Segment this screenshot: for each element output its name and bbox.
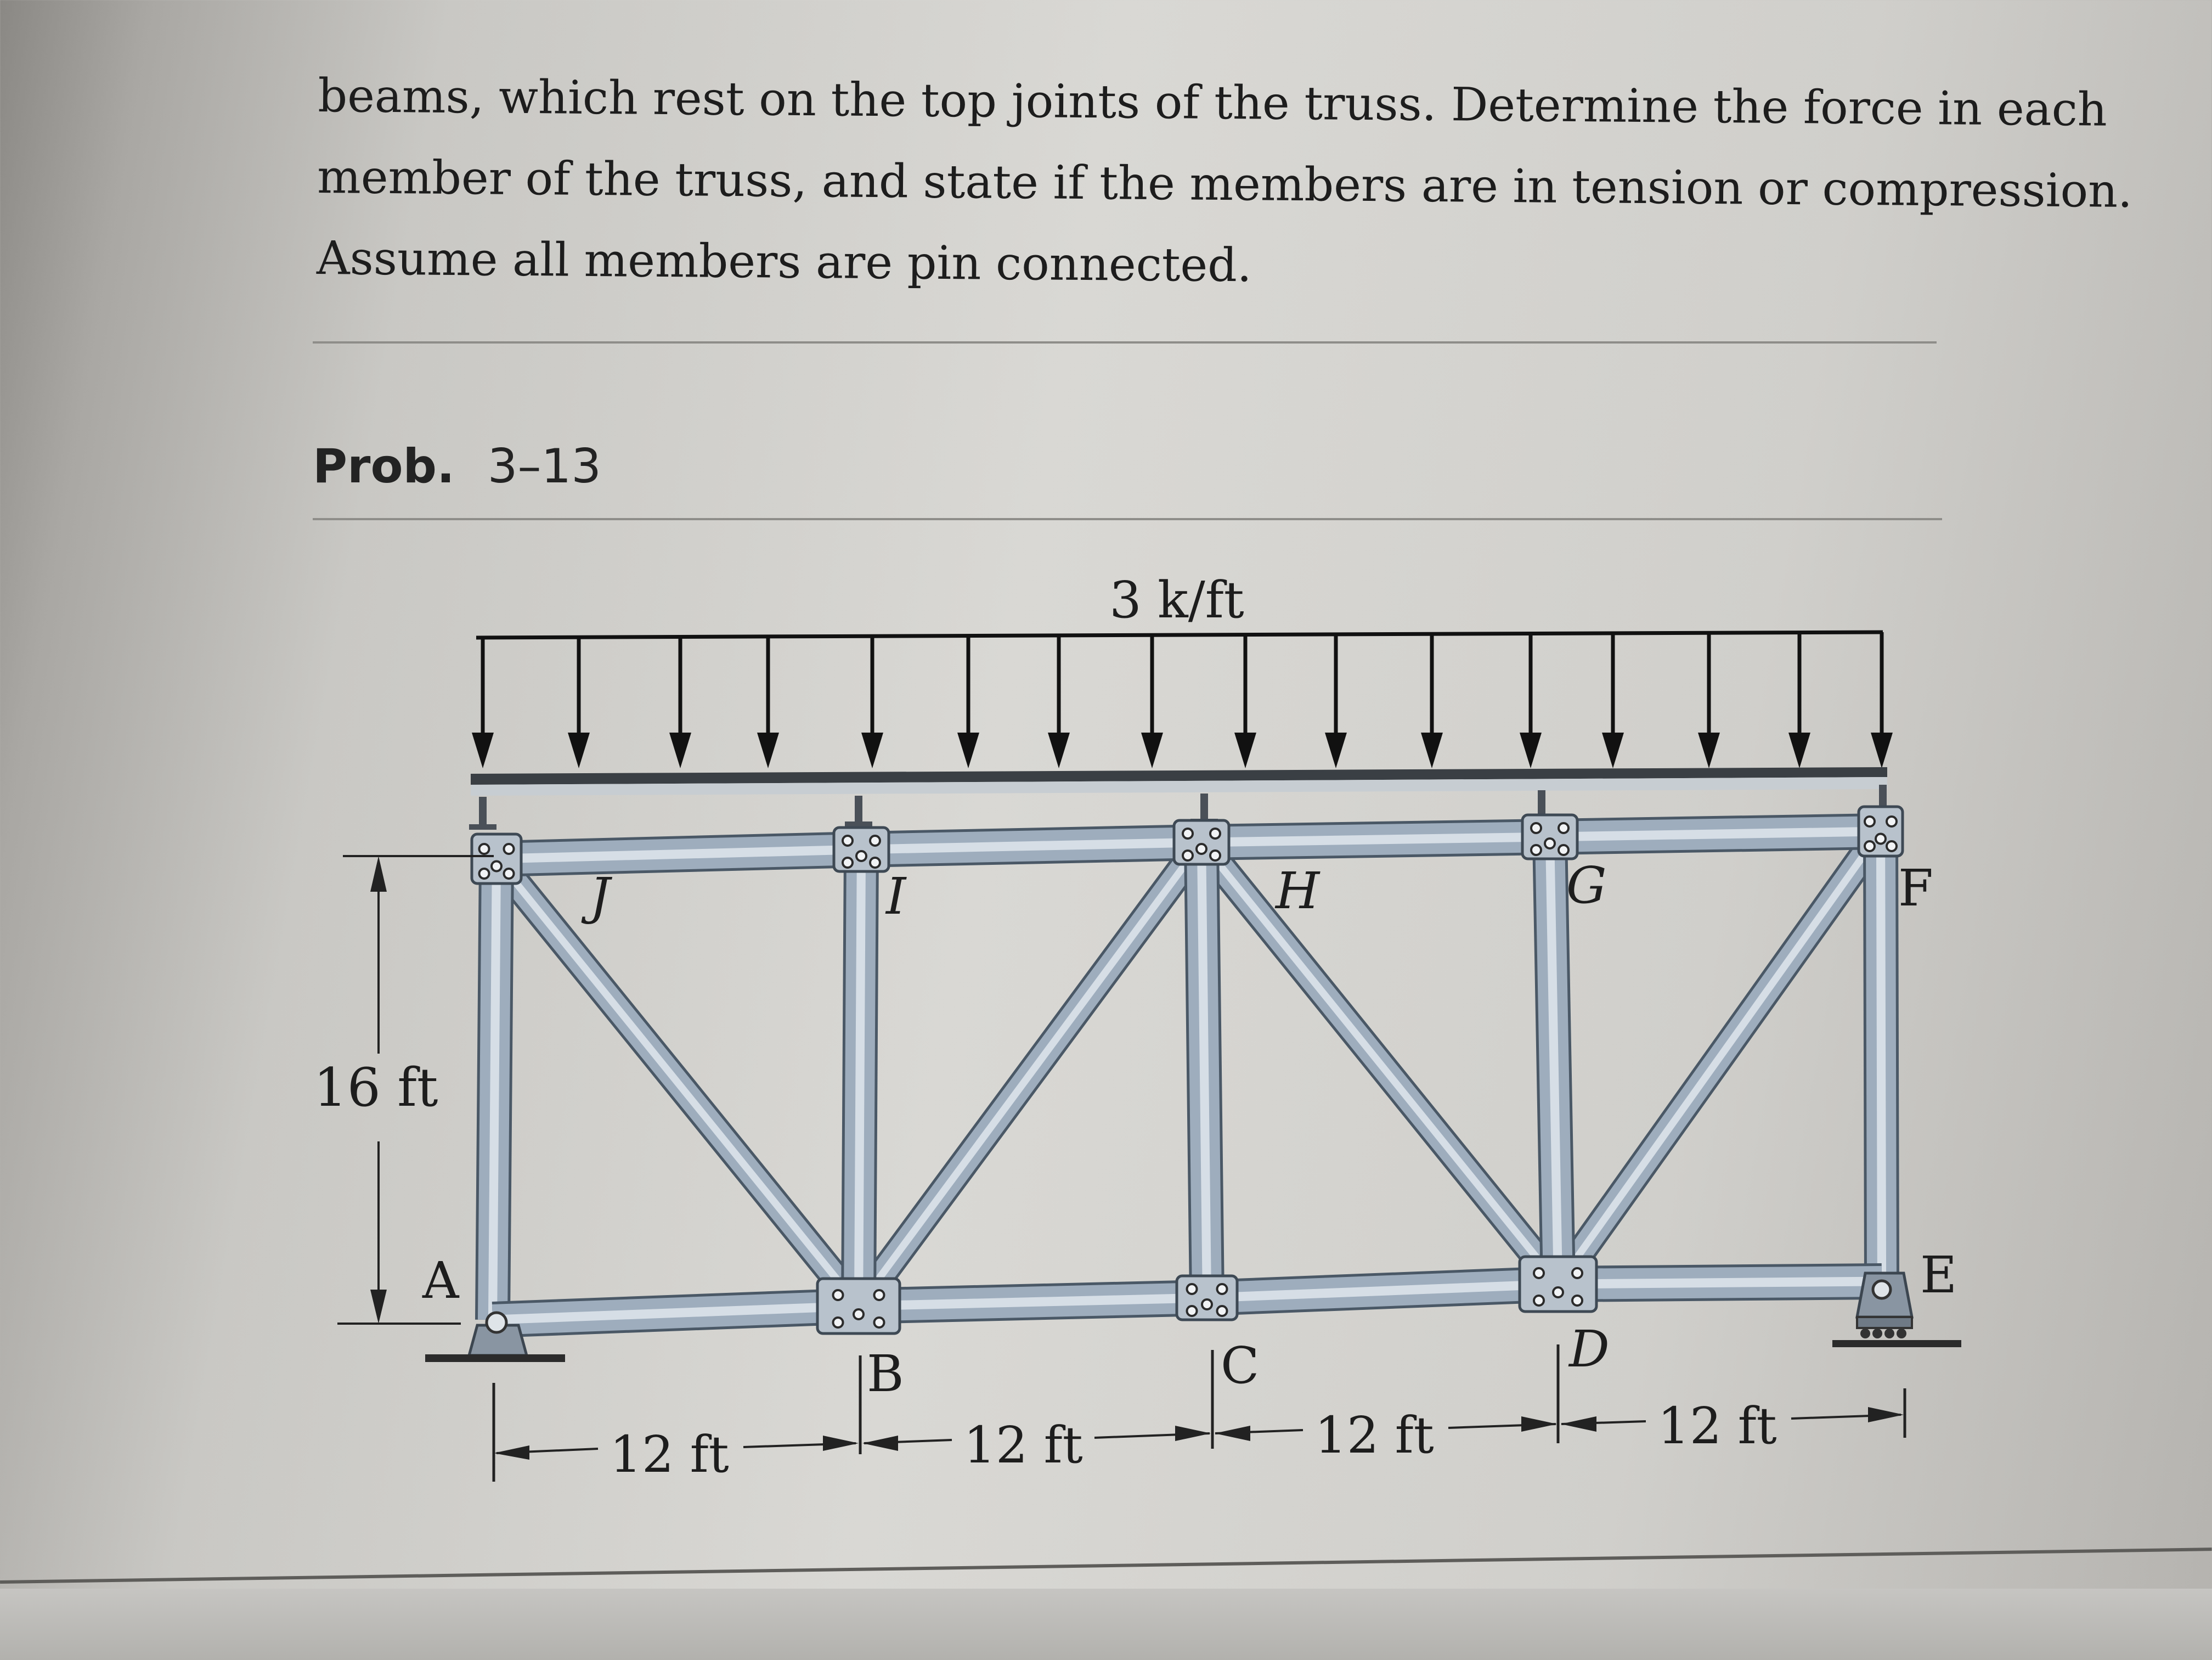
span-label-1: 12 ft (610, 1425, 729, 1484)
load-arrow (1048, 635, 1070, 768)
load-label: 3 k/ft (1109, 571, 1244, 629)
problem-text-line-2: member of the truss, and state if the members are in tension or compression. (317, 149, 2133, 218)
load-arrow (1520, 634, 1542, 768)
load-arrow (1234, 635, 1256, 768)
member-cd (1207, 1284, 1558, 1298)
member-gf (1550, 831, 1881, 837)
member-ab (493, 1306, 859, 1320)
problem-number: 3–13 (487, 439, 601, 494)
joint-label-c: C (1221, 1336, 1260, 1395)
load-arrow (1698, 633, 1720, 768)
member-bh (859, 842, 1201, 1306)
load-arrow (568, 637, 590, 768)
joint-label-j: J (590, 867, 610, 926)
member-bi (859, 849, 861, 1306)
member-jb (496, 859, 859, 1306)
joint-label-a: A (422, 1251, 459, 1310)
joint-label-f: F (1898, 859, 1933, 918)
gusset-f (1859, 807, 1903, 856)
load-arrow (1788, 633, 1810, 768)
gusset-b (817, 1279, 900, 1333)
span-labels (494, 1397, 1904, 1484)
member-dg (1550, 837, 1558, 1284)
member-ji (496, 849, 861, 859)
load-arrow (1871, 632, 1893, 768)
problem-text-line-3: Assume all members are pin connected. (316, 230, 1252, 292)
load-arrow (861, 636, 883, 768)
gusset-j (472, 834, 521, 884)
load-arrow (669, 637, 691, 768)
height-label: 16 ft (313, 1057, 438, 1118)
gusset-h (1174, 820, 1229, 864)
joint-label-h: H (1276, 862, 1320, 920)
load-arrows (472, 632, 1893, 768)
height-dimension (314, 856, 494, 1324)
span-label-2: 12 ft (963, 1416, 1083, 1475)
load-arrow (1421, 634, 1443, 768)
problem-label-prefix: Prob. (313, 439, 455, 494)
member-ch (1201, 842, 1207, 1298)
member-hd (1201, 842, 1558, 1284)
load-arrow (1141, 635, 1163, 768)
member-aj (493, 859, 496, 1320)
load-arrow (757, 637, 779, 768)
joint-label-d: D (1569, 1320, 1610, 1378)
member-de (1558, 1281, 1882, 1284)
gusset-d (1520, 1257, 1596, 1312)
member-bc (859, 1298, 1207, 1306)
joint-label-e: E (1920, 1246, 1957, 1304)
desk-strip (0, 1589, 2212, 1660)
gusset-c (1177, 1276, 1237, 1320)
load-arrow (472, 638, 494, 768)
gusset-g (1522, 815, 1577, 859)
joint-label-g: G (1566, 856, 1607, 915)
member-ef (1881, 831, 1882, 1281)
member-ih (861, 842, 1201, 849)
span-label-4: 12 ft (1657, 1397, 1777, 1455)
span-label-3: 12 ft (1314, 1406, 1434, 1465)
beam-post (845, 796, 872, 827)
member-hg (1201, 837, 1550, 842)
load-arrow (1325, 634, 1347, 768)
joint-label-b: B (867, 1344, 904, 1403)
load-arrow (957, 636, 979, 768)
beam-post (469, 797, 496, 830)
distributed-load (472, 632, 1893, 768)
truss (472, 807, 1903, 1333)
joint-label-i: I (886, 867, 906, 926)
load-arrow (1602, 633, 1624, 768)
gusset-i (834, 828, 889, 871)
problem-text-line-1: beams, which rest on the top joints of the truss. Determine the force in each (318, 68, 2108, 137)
load-top-line (476, 632, 1883, 638)
